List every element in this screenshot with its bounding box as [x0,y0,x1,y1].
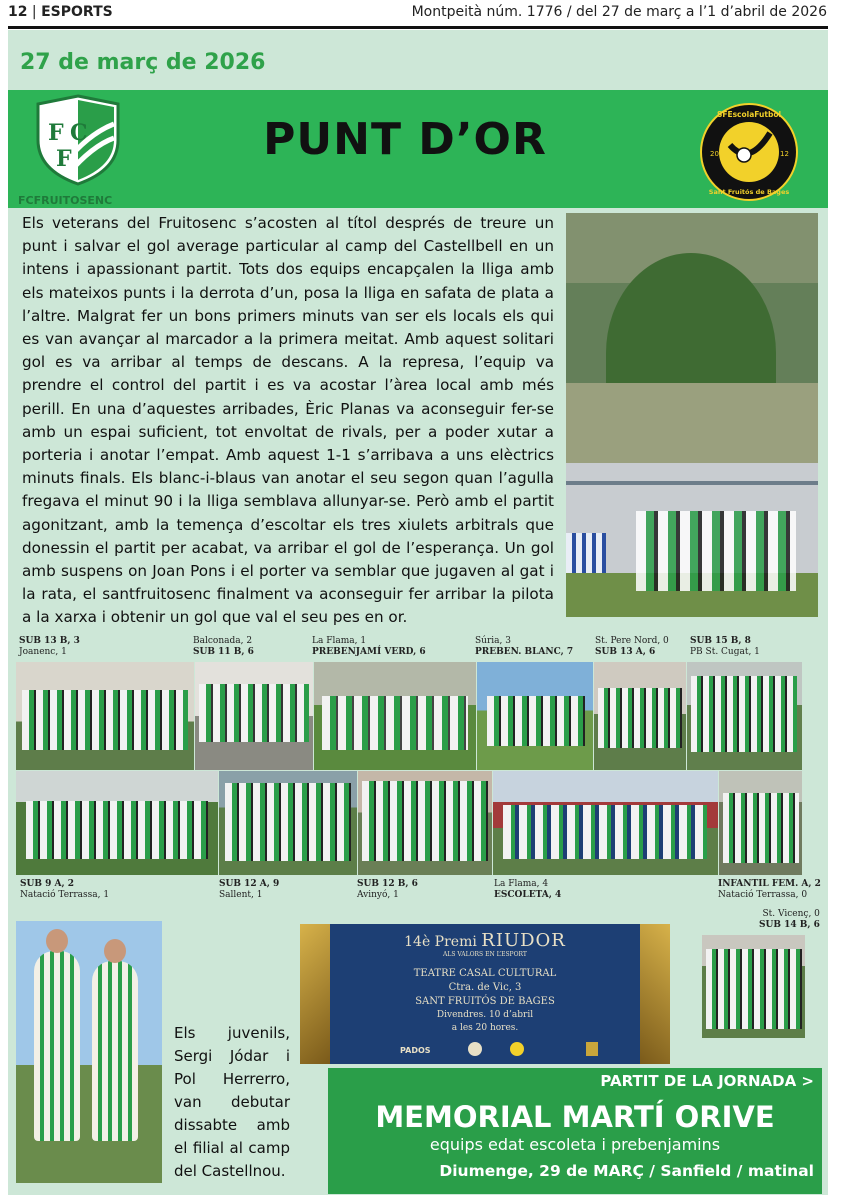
article-body: Els veterans del Fruitosenc s’acosten al títol després de treure un punt i salvar el gol average particular al camp del Castellbell en un intens i apassionant partit. Tots dos equips encapçalen la lliga amb els mateixos punts i la derrota d’un, posa la lliga en safata de plata a l’altre. Malgrat fer un bons primers minuts van ser els locals els qui es van avançar al marcador a la primera meitat. Amb aquest solitari gol es va arribar al temps de descans. A la represa, l’equip va prendre el control del partit i es va acostar l’àrea local amb més perill. En una d’aquestes arribades, Èric Planas va aconseguir fer-se amb un espai suficient, tot envoltat de rivals, per a poder xutar a porteria i anotar l’empat. Amb aquest 1-1 s’arribava a uns elèctrics minuts finals. Els blanc-i-blaus van anotar el seu segon quan l’agulla fregava el minut 90 i la lliga semblava allunyar-se. Però amb el partit agonitzant, amb la temença d’escoltar els tres xiulets arbitrals que donessin el partit per acabat, va arribar el gol de l’esperança. Un gol amb suspens on Joan Pons i el porter va semblar que jugaven al gat i la rata, el santfruitosenc finalment va aconseguir fer arribar la pilota a la xarxa i obtenir un gol que val el seu pes en or. [22,214,554,627]
team-photo-sub9a [16,771,218,875]
team-photo-preben-blanc [477,662,593,770]
match-details: Diumenge, 29 de MARÇ / Sanfield / matinal [439,1162,814,1180]
school-year-left: 20 [710,150,719,158]
poster-address: Ctra. de Vic, 3 [448,982,522,993]
poster-subtitle: ALS VALORS EN L’ESPORT [443,951,527,958]
escola-futbol-logo [700,103,798,201]
result-2: Balconada, 2 SUB 11 B, 6 [193,636,254,657]
match-subtitle: equips edat escoleta i prebenjamins [429,1135,721,1154]
result-6: SUB 15 B, 8 PB St. Cugat, 1 [690,636,760,657]
partit-jornada-box [328,1068,822,1194]
juvenils-photo [16,921,162,1183]
result-11: INFANTIL FEM. A, 2 Natació Terrassa, 0 [718,879,821,900]
club-name: FCFRUITOSENC [18,194,113,207]
poster-club-logo-icon [468,1042,482,1056]
team-photo-sub13b [16,662,194,770]
team-photo-sub13a [594,662,686,770]
svg-text:F: F [56,146,72,172]
school-year-right: 12 [780,150,789,158]
result-10: La Flama, 4 ESCOLETA, 4 [494,879,562,900]
poster-venue: TEATRE CASAL CULTURAL [413,968,557,979]
team-photo-sub12b [358,771,492,875]
team-photo-sub14b [702,935,805,1038]
team-photo-sub15b [687,662,802,770]
poster-time: a les 20 hores. [451,1023,519,1033]
result-9: SUB 12 B, 6 Avinyó, 1 [357,879,418,900]
team-photo-infantil-fem [719,771,802,875]
poster-school-logo-icon [510,1042,524,1056]
team-photo-sub12a [219,771,357,875]
header-rule [8,26,828,29]
juvenils-caption: Els juvenils, Sergi Jódar i Pol Herrerro, van debutar dissabte amb el filial al camp del Castellnou. [174,1024,290,1180]
result-4: Súria, 3 PREBEN. BLANC, 7 [475,636,574,657]
result-1: SUB 13 B, 3 Joanenc, 1 [19,636,80,657]
article-date: 27 de març de 2026 [20,50,266,75]
page-header [8,4,827,26]
team-photo-sub11b [195,662,313,770]
result-3: La Flama, 1 PREBENJAMÍ VERD, 6 [312,636,426,657]
premi-riudor-poster [300,924,670,1064]
team-photo-prebenjami-verd [314,662,476,770]
school-bottom-text: Sant Fruitós de Bages [708,188,790,196]
poster-date: Divendres. 10 d’abril [436,1010,534,1020]
fruitosenc-logo [34,94,122,186]
issue-info: Montpeità núm. 1776 / del 27 de març a l’1 d’abril de 2026 [411,4,827,20]
poster-ajuntament-icon [586,1042,598,1056]
page-section: 12 | ESPORTS [8,4,113,20]
poster-title: 14è Premi RIUDOR [404,930,566,951]
match-title: MEMORIAL MARTÍ ORIVE [375,1100,775,1134]
veterans-team-photo [566,213,818,617]
poster-sponsor: PADOS [400,1046,431,1055]
svg-text:F: F [48,120,64,146]
match-label: PARTIT DE LA JORNADA > [600,1072,814,1090]
team-photo-escoleta [493,771,718,875]
school-top-text: SFEscolaFutbol [716,110,782,119]
result-12: St. Vicenç, 0 SUB 14 B, 6 [759,909,820,930]
result-8: SUB 12 A, 9 Sallent, 1 [219,879,280,900]
poster-town: SANT FRUITÓS DE BAGES [415,996,555,1007]
result-7: SUB 9 A, 2 Natació Terrassa, 1 [20,879,110,900]
result-5: St. Pere Nord, 0 SUB 13 A, 6 [595,636,669,657]
article-title: PUNT D’OR [263,114,547,165]
svg-text:C: C [70,120,88,146]
